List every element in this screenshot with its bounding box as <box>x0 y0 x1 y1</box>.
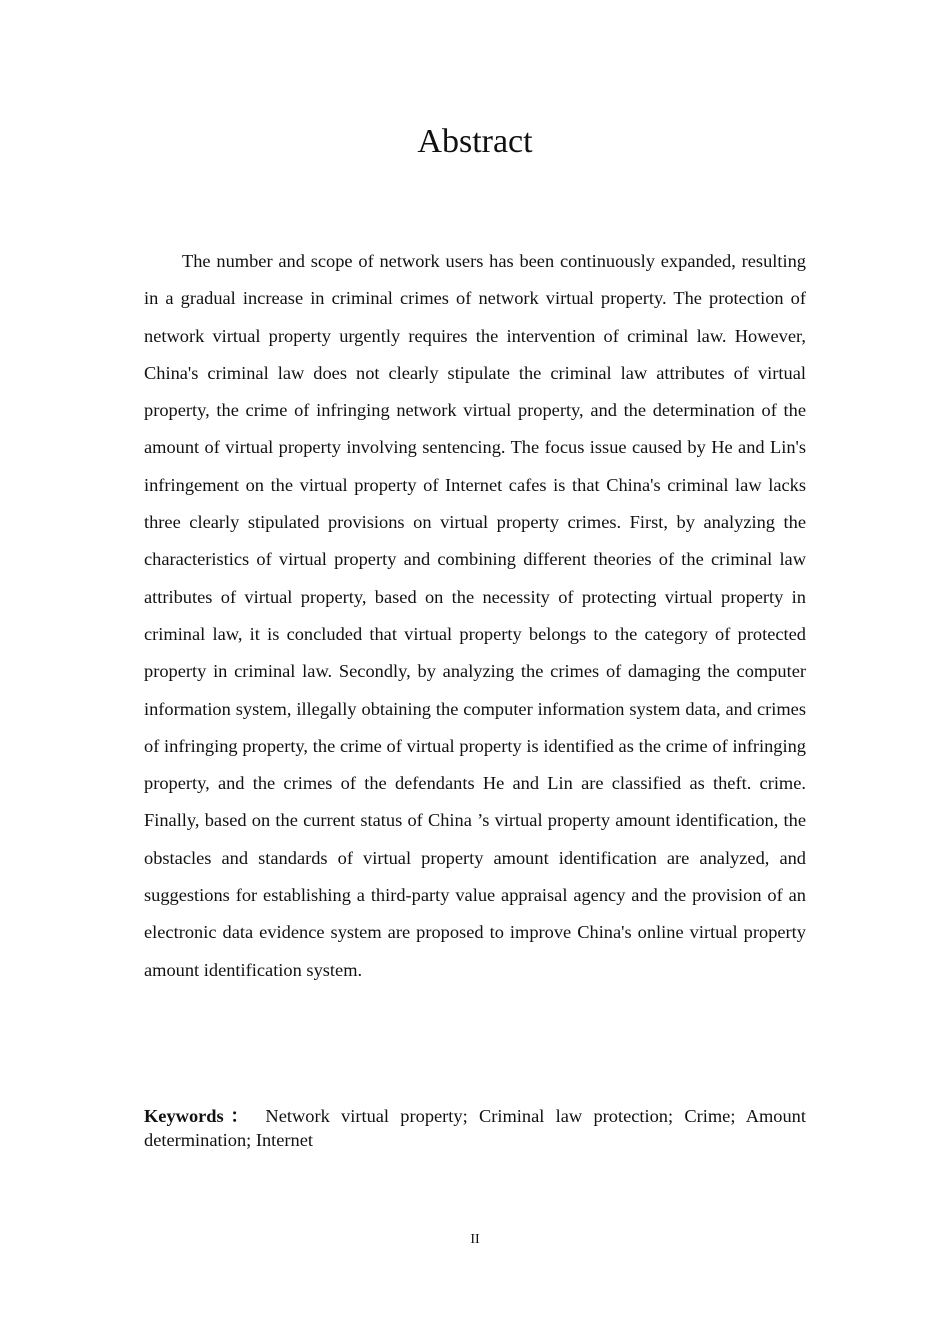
page-number: II <box>470 1232 480 1247</box>
page-title: Abstract <box>417 123 533 160</box>
keywords-text: Network virtual property; Criminal law protection; Crime; Amount determination; Internet <box>144 1106 806 1150</box>
keywords-separator: ： <box>223 1106 256 1126</box>
keywords-label: Keywords <box>144 1106 224 1126</box>
abstract-paragraph: The number and scope of network users has been continuously expanded, resulting in a gradual increase in criminal crimes of network virtual property. The protection of network virtual property urgently requires the intervention of criminal law. However, China's criminal law does not clearly stipulate the criminal law attributes of virtual property, the crime of infringing network virtual property, and the determination of the amount of virtual property involving sentencing. The focus issue caused by He and Lin's infringement on the virtual property of Internet cafes is that China's criminal law lacks three clearly stipulated provisions on virtual property crimes. First, by analyzing the characteristics of virtual property and combining different theories of the criminal law attributes of virtual property, based on the necessity of protecting virtual property in criminal law, it is concluded that virtual property belongs to the category of protected property in criminal law. Secondly, by analyzing the crimes of damaging the computer information system, illegally obtaining the computer information system data, and crimes of infringing property, the crime of virtual property is identified as the crime of infringing property, and the crimes of the defendants He and Lin are classified as theft. crime. Finally, based on the current status of China ’s virtual property amount identification, the obstacles and standards of virtual property amount identification are analyzed, and suggestions for establishing a third-party value appraisal agency and the provision of an electronic data evidence system are proposed to improve China's online virtual property amount identification system. <box>144 251 806 980</box>
keywords-line <box>144 1104 806 1152</box>
